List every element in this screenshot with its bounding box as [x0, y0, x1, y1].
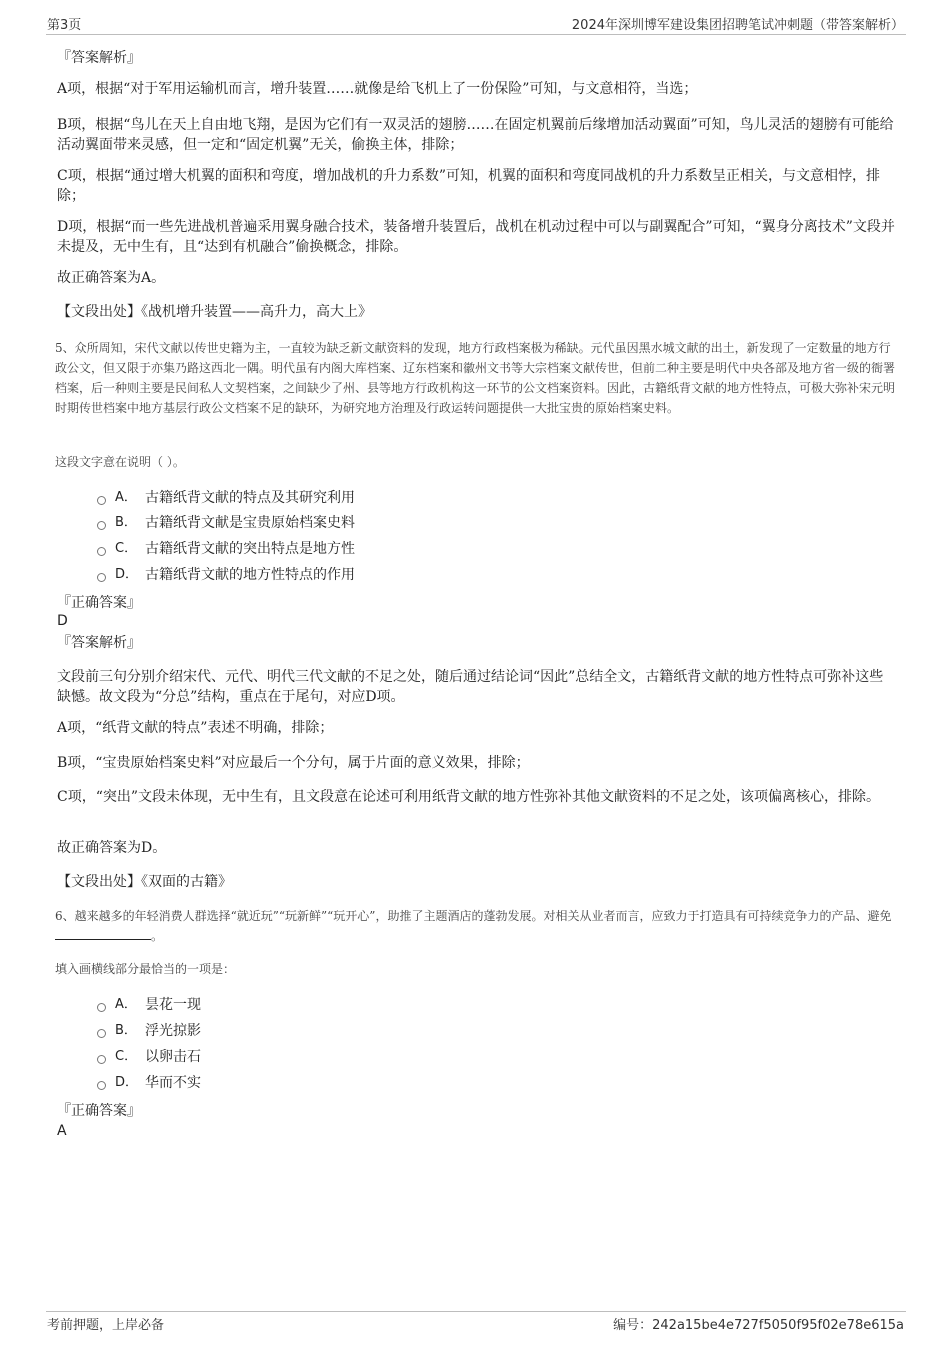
q5-option-c[interactable]: C． 古籍纸背文献的突出特点是地方性 — [97, 539, 355, 559]
q5-answer: D — [57, 613, 68, 629]
document-title: 2024年深圳博军建设集团招聘笔试冲刺题（带答案解析） — [571, 18, 904, 33]
q5-source: 【文段出处】《双面的古籍》 — [57, 874, 232, 890]
q5-stem: 5、众所周知，宋代文献以传世史籍为主，一直较为缺乏新文献资料的发现，地方行政档案极为稀缺。元代虽因黑水城文献的出土，新发现了一定数量的地方行政公文，但又限于亦集乃路这西北一隅。明代虽有内阁大库档案、辽东档案和徽州文书等大宗档案文献传世，但前二种主要是明代中央各部及地方省一级的衙署档案，后一种则主要是民间私人文契档案，之间缺少了州、县等地方行政机构这一环节的公文档案资料。因此，古籍纸背文献的地方性特点，可极大弥补宋元明时期传世档案中地方基层行政公文档案不足的缺环，为研究地方治理及行政运转问题提供一大批宝贵的原始档案史料。 — [55, 341, 896, 415]
q5-analysis-c: C项，“突出”文段未体现，无中生有，且文段意在论述可利用纸背文献的地方性弥补其他文献资料的不足之处，该项偏离核心，排除。 — [57, 789, 881, 805]
radio-icon[interactable] — [97, 1003, 106, 1012]
fill-blank-line — [55, 927, 151, 940]
radio-icon[interactable] — [97, 1081, 106, 1090]
q6-option-a[interactable]: A． 昙花一现 — [97, 995, 201, 1015]
radio-icon[interactable] — [97, 521, 106, 530]
q4-analysis-a: A项，根据“对于军用运输机而言，增升装置……就像是给飞机上了一份保险”可知，与文意相符，当选； — [57, 81, 698, 97]
q4-analysis-b: B项，根据“鸟儿在天上自由地飞翔，是因为它们有一双灵活的翅膀……在固定机翼前后缘增加活动翼面”可知，鸟儿灵活的翅膀有可能给活动翼面带来灵感，但一定和“固定机翼”无关，偷换主体，排除； — [57, 117, 894, 153]
radio-icon[interactable] — [97, 547, 106, 556]
header-divider — [46, 34, 906, 35]
radio-icon[interactable] — [97, 573, 106, 582]
radio-icon[interactable] — [97, 496, 106, 505]
q6-question: 填入画横线部分最恰当的一项是： — [55, 962, 236, 976]
q5-conclusion: 故正确答案为D。 — [57, 840, 167, 856]
q5-answer-label: 『正确答案』 — [57, 595, 141, 611]
q4-analysis-label: 『答案解析』 — [57, 50, 141, 66]
footer-code: 编号：242a15be4e727f5050f95f02e78e615a — [613, 1318, 904, 1333]
q6-answer: A — [57, 1123, 67, 1139]
footer-slogan: 考前押题，上岸必备 — [47, 1318, 165, 1333]
q5-analysis-a: A项，“纸背文献的特点”表述不明确，排除； — [57, 720, 334, 736]
q5-option-d[interactable]: D． 古籍纸背文献的地方性特点的作用 — [97, 565, 355, 585]
q5-option-a[interactable]: A． 古籍纸背文献的特点及其研究利用 — [97, 488, 355, 508]
q5-question: 这段文字意在说明（ ）。 — [55, 455, 185, 469]
radio-icon[interactable] — [97, 1055, 106, 1064]
q6-stem: 6、越来越多的年轻消费人群选择“就近玩”“玩新鲜”“玩开心”，助推了主题酒店的蓬勃发展。对相关从业者而言，应致力于打造具有可持续竞争力的产品、避免。 — [55, 909, 892, 943]
q4-source: 【文段出处】《战机增升装置——高升力，高大上》 — [57, 304, 372, 320]
radio-icon[interactable] — [97, 1029, 106, 1038]
footer-divider — [46, 1311, 906, 1312]
q4-analysis-d: D项，根据“而一些先进战机普遍采用翼身融合技术，装备增升装置后，战机在机动过程中可以与副翼配合”可知，“翼身分离技术”文段并未提及，无中生有，且“达到有机融合”偷换概念，排除。 — [57, 219, 895, 255]
q5-analysis-b: B项，“宝贵原始档案史料”对应最后一个分句，属于片面的意义效果，排除； — [57, 755, 530, 771]
q5-analysis-label: 『答案解析』 — [57, 635, 141, 651]
q4-conclusion: 故正确答案为A。 — [57, 270, 166, 286]
q5-analysis: 文段前三句分别介绍宋代、元代、明代三代文献的不足之处，随后通过结论词“因此”总结全文，古籍纸背文献的地方性特点可弥补这些缺憾。故文段为“分总”结构，重点在于尾句，对应D项。 — [57, 669, 884, 705]
q5-option-b[interactable]: B． 古籍纸背文献是宝贵原始档案史料 — [97, 513, 355, 533]
q6-option-d[interactable]: D． 华而不实 — [97, 1073, 201, 1093]
q4-analysis-c: C项，根据“通过增大机翼的面积和弯度，增加战机的升力系数”可知，机翼的面积和弯度同战机的升力系数呈正相关，与文意相悖，排除； — [57, 168, 881, 204]
page-number: 第3页 — [47, 18, 82, 33]
q6-option-c[interactable]: C． 以卵击石 — [97, 1047, 201, 1067]
q6-answer-label: 『正确答案』 — [57, 1103, 141, 1119]
q6-option-b[interactable]: B． 浮光掠影 — [97, 1021, 201, 1041]
